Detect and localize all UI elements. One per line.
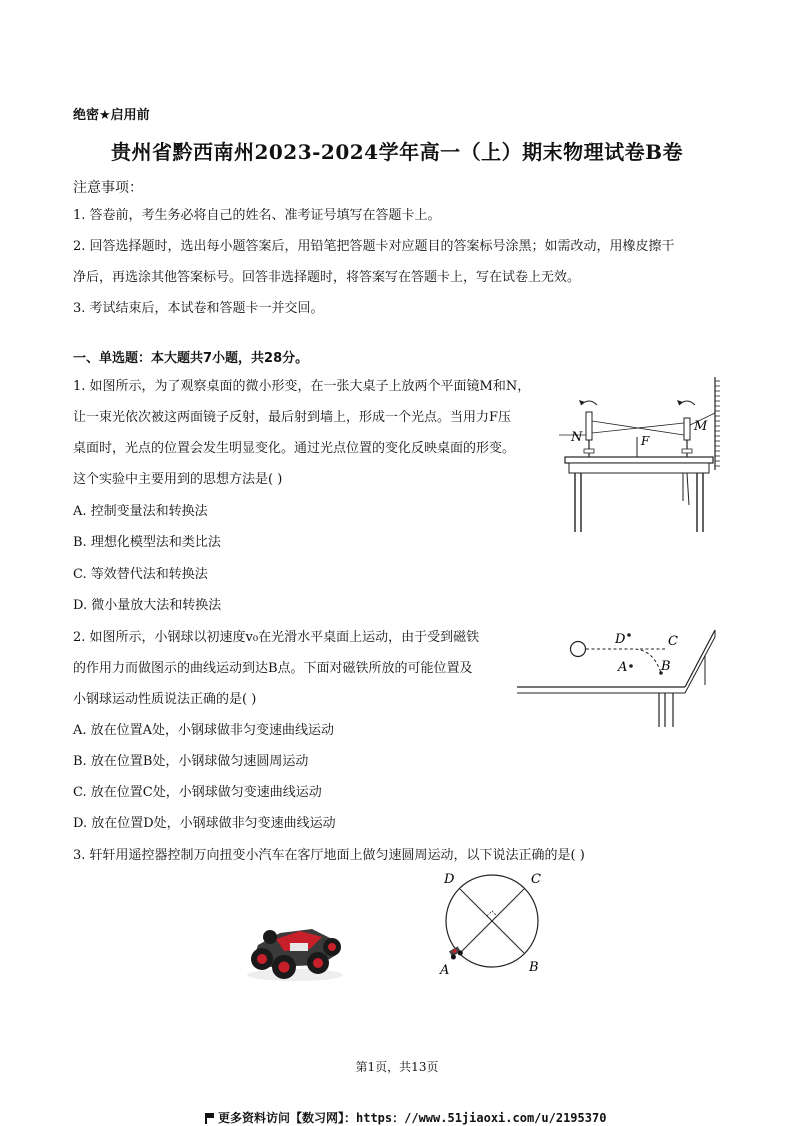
- q1-option-a: A. 控制变量法和转换法: [73, 504, 208, 519]
- confidential-mark: 绝密★启用前: [73, 108, 150, 123]
- label-b: B: [661, 659, 671, 674]
- label-n: N: [571, 430, 583, 445]
- footer-link-text[interactable]: 更多资料访问【数习网】：https：//www.51jiaoxi.com/u/2195370: [218, 1111, 607, 1125]
- section-heading: 一、单选题：本大题共7小题，共28分。: [73, 351, 309, 366]
- label-b: B: [529, 960, 539, 975]
- q3-circle-diagram: [432, 868, 552, 980]
- q2-steel-ball-figure: [515, 625, 720, 730]
- notice-heading: 注意事项：: [73, 180, 143, 196]
- q1-option-b: B. 理想化模型法和类比法: [73, 535, 221, 550]
- label-c: C: [668, 634, 678, 649]
- q2-stem: 小钢球运动性质说法正确的是( ): [73, 692, 257, 707]
- label-d: D: [444, 872, 455, 887]
- exam-title: 贵州省黔西南州2023-2024学年高一（上）期末物理试卷B卷: [110, 140, 684, 164]
- q2-option-c: C. 放在位置C处，小钢球做匀变速曲线运动: [73, 785, 322, 800]
- q1-stem: 1. 如图所示，为了观察桌面的微小形变，在一张大桌子上放两个平面镜M和N，: [73, 379, 531, 394]
- label-a: A: [440, 963, 450, 978]
- label-m: M: [694, 419, 708, 434]
- q2-option-a: A. 放在位置A处，小钢球做非匀变速曲线运动: [73, 723, 335, 738]
- q2-option-b: B. 放在位置B处，小钢球做匀速圆周运动: [73, 754, 309, 769]
- q1-stem: 桌面时，光点的位置会发生明显变化。通过光点位置的变化反映桌面的形变。: [73, 441, 516, 456]
- label-f: F: [641, 434, 650, 448]
- q2-stem: 的作用力而做图示的曲线运动到达B点。下面对磁铁所放的可能位置及: [73, 661, 473, 676]
- q1-stem: 这个实验中主要用到的思想方法是( ): [73, 472, 283, 487]
- q1-mirror-table-figure: [555, 375, 725, 535]
- label-a: A: [618, 660, 628, 675]
- q2-stem: 2. 如图所示，小钢球以初速度v₀在光滑水平桌面上运动，由于受到磁铁: [73, 630, 480, 645]
- notice-item: 净后，再选涂其他答案标号。回答非选择题时，将答案写在答题卡上，写在试卷上无效。: [73, 270, 581, 285]
- label-c: C: [531, 872, 541, 887]
- q1-stem: 让一束光依次被这两面镜子反射，最后射到墙上，形成一个光点。当用力F压: [73, 410, 512, 425]
- notice-item: 2. 回答选择题时，选出每小题答案后，用铅笔把答题卡对应题目的答案标号涂黑；如需改动，用橡皮擦干: [73, 239, 675, 254]
- q3-toy-car-image: [240, 915, 350, 985]
- q1-option-c: C. 等效替代法和转换法: [73, 567, 208, 582]
- label-d: D: [615, 632, 626, 647]
- notice-item: 1. 答卷前，考生务必将自己的姓名、准考证号填写在答题卡上。: [73, 208, 441, 223]
- q1-option-d: D. 微小量放大法和转换法: [73, 598, 222, 613]
- q2-option-d: D. 放在位置D处，小钢球做非匀变速曲线运动: [73, 816, 336, 831]
- flag-icon: [205, 1113, 214, 1123]
- page-number: 第1页，共13页: [355, 1060, 439, 1074]
- q3-stem: 3. 轩轩用遥控器控制万向扭变小汽车在客厅地面上做匀速圆周运动，以下说法正确的是( ): [73, 848, 585, 863]
- footer-link[interactable]: [205, 1109, 606, 1126]
- notice-item: 3. 考试结束后，本试卷和答题卡一并交回。: [73, 301, 324, 316]
